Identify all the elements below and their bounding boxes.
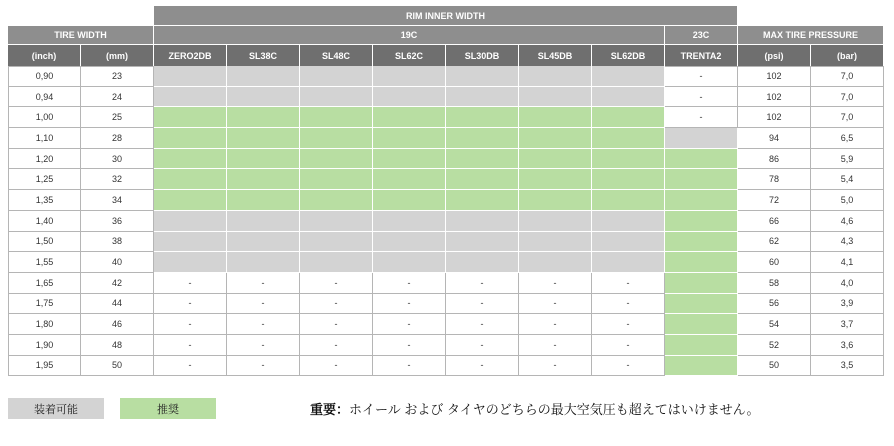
not-compatible-cell: - bbox=[665, 87, 738, 108]
compatible-cell bbox=[373, 211, 446, 232]
max-pressure-psi-cell: 78 bbox=[738, 169, 811, 190]
compatible-cell bbox=[519, 66, 592, 87]
table-row bbox=[8, 128, 884, 149]
header-blank-left bbox=[8, 6, 154, 25]
column-subheader-row bbox=[8, 44, 884, 66]
compatible-cell bbox=[227, 87, 300, 108]
max-pressure-bar-cell: 3,7 bbox=[811, 314, 884, 335]
tire-width-inch-cell: 1,35 bbox=[8, 190, 81, 211]
recommended-cell bbox=[300, 128, 373, 149]
max-pressure-psi-cell: 66 bbox=[738, 211, 811, 232]
recommended-cell bbox=[373, 107, 446, 128]
tire-width-inch-cell: 1,55 bbox=[8, 252, 81, 273]
tire-width-mm-cell: 30 bbox=[81, 149, 154, 170]
compatible-cell bbox=[446, 87, 519, 108]
recommended-cell bbox=[519, 190, 592, 211]
recommended-cell bbox=[665, 252, 738, 273]
recommended-cell bbox=[154, 107, 227, 128]
compatible-cell bbox=[154, 66, 227, 87]
not-compatible-cell: - bbox=[446, 335, 519, 356]
max-pressure-psi-cell: 54 bbox=[738, 314, 811, 335]
tire-width-mm-cell: 48 bbox=[81, 335, 154, 356]
important-note bbox=[310, 398, 760, 419]
rim-header-sl62c: SL62C bbox=[373, 44, 446, 66]
max-pressure-bar-cell: 4,0 bbox=[811, 273, 884, 294]
unit-psi-header: (psi) bbox=[738, 44, 811, 66]
not-compatible-cell: - bbox=[592, 273, 665, 294]
not-compatible-cell: - bbox=[519, 335, 592, 356]
max-pressure-bar-cell: 4,6 bbox=[811, 211, 884, 232]
not-compatible-cell: - bbox=[519, 314, 592, 335]
tire-width-mm-cell: 32 bbox=[81, 169, 154, 190]
recommended-cell bbox=[446, 149, 519, 170]
not-compatible-cell: - bbox=[519, 273, 592, 294]
max-pressure-psi-cell: 56 bbox=[738, 294, 811, 315]
recommended-cell bbox=[665, 169, 738, 190]
compatible-cell bbox=[592, 211, 665, 232]
tire-width-inch-cell: 1,40 bbox=[8, 211, 81, 232]
recommended-cell bbox=[592, 149, 665, 170]
not-compatible-cell: - bbox=[446, 314, 519, 335]
rim-header-sl62db: SL62DB bbox=[592, 44, 665, 66]
compatible-cell bbox=[300, 211, 373, 232]
compatible-cell bbox=[519, 232, 592, 253]
group-19c-header: 19C bbox=[154, 25, 665, 44]
max-pressure-bar-cell: 4,1 bbox=[811, 252, 884, 273]
compatible-cell bbox=[300, 87, 373, 108]
compatible-cell bbox=[227, 66, 300, 87]
rim-header-sl48c: SL48C bbox=[300, 44, 373, 66]
max-pressure-psi-cell: 102 bbox=[738, 107, 811, 128]
rim-header-zero2db: ZERO2DB bbox=[154, 44, 227, 66]
important-note-label: 重要： bbox=[310, 402, 350, 417]
table-row bbox=[8, 273, 884, 294]
compatible-cell bbox=[227, 252, 300, 273]
max-pressure-bar-cell: 7,0 bbox=[811, 66, 884, 87]
compatible-cell bbox=[373, 232, 446, 253]
tire-width-mm-cell: 40 bbox=[81, 252, 154, 273]
rim-header-sl30db: SL30DB bbox=[446, 44, 519, 66]
table-row bbox=[8, 356, 884, 377]
max-pressure-bar-cell: 3,6 bbox=[811, 335, 884, 356]
max-pressure-psi-cell: 52 bbox=[738, 335, 811, 356]
tire-width-inch-cell: 1,50 bbox=[8, 232, 81, 253]
recommended-cell bbox=[592, 190, 665, 211]
compatible-cell bbox=[227, 211, 300, 232]
compatible-cell bbox=[665, 128, 738, 149]
not-compatible-cell: - bbox=[519, 356, 592, 377]
recommended-cell bbox=[665, 190, 738, 211]
tire-width-mm-cell: 25 bbox=[81, 107, 154, 128]
unit-mm-header: (mm) bbox=[81, 44, 154, 66]
table-row bbox=[8, 211, 884, 232]
not-compatible-cell: - bbox=[519, 294, 592, 315]
tire-width-inch-cell: 1,65 bbox=[8, 273, 81, 294]
tire-width-header: TIRE WIDTH bbox=[8, 25, 154, 44]
tire-width-inch-cell: 1,75 bbox=[8, 294, 81, 315]
recommended-cell bbox=[519, 169, 592, 190]
not-compatible-cell: - bbox=[592, 356, 665, 377]
not-compatible-cell: - bbox=[227, 356, 300, 377]
recommended-cell bbox=[665, 149, 738, 170]
compatible-cell bbox=[300, 66, 373, 87]
tire-width-inch-cell: 0,94 bbox=[8, 87, 81, 108]
max-pressure-psi-cell: 94 bbox=[738, 128, 811, 149]
unit-inch-header: (inch) bbox=[8, 44, 81, 66]
max-pressure-bar-cell: 5,9 bbox=[811, 149, 884, 170]
recommended-cell bbox=[300, 169, 373, 190]
not-compatible-cell: - bbox=[154, 273, 227, 294]
recommended-cell bbox=[592, 107, 665, 128]
max-pressure-bar-cell: 3,9 bbox=[811, 294, 884, 315]
rim-inner-width-header: RIM INNER WIDTH bbox=[154, 6, 738, 25]
max-pressure-psi-cell: 62 bbox=[738, 232, 811, 253]
tire-width-mm-cell: 24 bbox=[81, 87, 154, 108]
tire-width-inch-cell: 1,10 bbox=[8, 128, 81, 149]
recommended-cell bbox=[446, 128, 519, 149]
not-compatible-cell: - bbox=[373, 273, 446, 294]
recommended-cell bbox=[227, 169, 300, 190]
max-pressure-psi-cell: 60 bbox=[738, 252, 811, 273]
not-compatible-cell: - bbox=[373, 314, 446, 335]
not-compatible-cell: - bbox=[154, 335, 227, 356]
compatible-cell bbox=[446, 232, 519, 253]
not-compatible-cell: - bbox=[300, 335, 373, 356]
table-row bbox=[8, 335, 884, 356]
max-pressure-bar-cell: 3,5 bbox=[811, 356, 884, 377]
table-row bbox=[8, 107, 884, 128]
compatible-cell bbox=[446, 252, 519, 273]
compatible-cell bbox=[154, 211, 227, 232]
compatible-cell bbox=[154, 87, 227, 108]
max-tire-pressure-header: MAX TIRE PRESSURE bbox=[738, 25, 884, 44]
max-pressure-psi-cell: 50 bbox=[738, 356, 811, 377]
recommended-cell bbox=[154, 190, 227, 211]
recommended-cell bbox=[227, 128, 300, 149]
recommended-cell bbox=[446, 190, 519, 211]
recommended-cell bbox=[665, 356, 738, 377]
not-compatible-cell: - bbox=[300, 273, 373, 294]
max-pressure-psi-cell: 102 bbox=[738, 87, 811, 108]
tire-width-inch-cell: 1,00 bbox=[8, 107, 81, 128]
max-pressure-psi-cell: 102 bbox=[738, 66, 811, 87]
tire-width-inch-cell: 0,90 bbox=[8, 66, 81, 87]
recommended-cell bbox=[519, 128, 592, 149]
tire-width-inch-cell: 1,95 bbox=[8, 356, 81, 377]
recommended-cell bbox=[300, 107, 373, 128]
compatible-cell bbox=[592, 232, 665, 253]
not-compatible-cell: - bbox=[300, 356, 373, 377]
compatible-cell bbox=[227, 232, 300, 253]
not-compatible-cell: - bbox=[227, 294, 300, 315]
recommended-cell bbox=[665, 294, 738, 315]
recommended-cell bbox=[592, 169, 665, 190]
max-pressure-bar-cell: 5,0 bbox=[811, 190, 884, 211]
not-compatible-cell: - bbox=[665, 107, 738, 128]
table-row bbox=[8, 66, 884, 87]
recommended-cell bbox=[665, 211, 738, 232]
not-compatible-cell: - bbox=[300, 314, 373, 335]
not-compatible-cell: - bbox=[227, 314, 300, 335]
recommended-cell bbox=[446, 107, 519, 128]
recommended-cell bbox=[592, 128, 665, 149]
table-row bbox=[8, 169, 884, 190]
compatible-cell bbox=[154, 252, 227, 273]
rim-header-trenta2: TRENTA2 bbox=[665, 44, 738, 66]
not-compatible-cell: - bbox=[227, 335, 300, 356]
compatible-cell bbox=[154, 232, 227, 253]
recommended-cell bbox=[665, 273, 738, 294]
max-pressure-bar-cell: 6,5 bbox=[811, 128, 884, 149]
recommended-cell bbox=[665, 314, 738, 335]
tire-width-mm-cell: 28 bbox=[81, 128, 154, 149]
legend-compatible-label: 装着可能 bbox=[34, 403, 78, 416]
not-compatible-cell: - bbox=[446, 273, 519, 294]
compatible-cell bbox=[592, 87, 665, 108]
table-body bbox=[8, 66, 884, 376]
compatible-cell bbox=[446, 211, 519, 232]
recommended-cell bbox=[519, 149, 592, 170]
not-compatible-cell: - bbox=[154, 356, 227, 377]
table-row bbox=[8, 149, 884, 170]
table-row bbox=[8, 87, 884, 108]
max-pressure-psi-cell: 58 bbox=[738, 273, 811, 294]
recommended-cell bbox=[373, 169, 446, 190]
not-compatible-cell: - bbox=[154, 314, 227, 335]
header-blank-right bbox=[738, 6, 884, 25]
recommended-cell bbox=[519, 107, 592, 128]
not-compatible-cell: - bbox=[300, 294, 373, 315]
tire-width-mm-cell: 36 bbox=[81, 211, 154, 232]
max-pressure-psi-cell: 86 bbox=[738, 149, 811, 170]
recommended-cell bbox=[154, 149, 227, 170]
not-compatible-cell: - bbox=[373, 356, 446, 377]
not-compatible-cell: - bbox=[592, 294, 665, 315]
recommended-cell bbox=[665, 335, 738, 356]
recommended-cell bbox=[373, 190, 446, 211]
tire-width-mm-cell: 34 bbox=[81, 190, 154, 211]
compatible-cell bbox=[519, 87, 592, 108]
compatible-cell bbox=[373, 66, 446, 87]
group-23c-header: 23C bbox=[665, 25, 738, 44]
unit-bar-header: (bar) bbox=[811, 44, 884, 66]
recommended-cell bbox=[154, 128, 227, 149]
recommended-cell bbox=[227, 190, 300, 211]
tire-width-mm-cell: 46 bbox=[81, 314, 154, 335]
tire-compatibility-table bbox=[8, 6, 884, 376]
legend-recommended-label: 推奨 bbox=[157, 403, 179, 416]
not-compatible-cell: - bbox=[227, 273, 300, 294]
not-compatible-cell: - bbox=[154, 294, 227, 315]
tire-width-inch-cell: 1,25 bbox=[8, 169, 81, 190]
recommended-cell bbox=[300, 190, 373, 211]
max-pressure-bar-cell: 7,0 bbox=[811, 107, 884, 128]
max-pressure-bar-cell: 4,3 bbox=[811, 232, 884, 253]
not-compatible-cell: - bbox=[446, 294, 519, 315]
tire-width-mm-cell: 42 bbox=[81, 273, 154, 294]
compatible-cell bbox=[300, 252, 373, 273]
tire-width-mm-cell: 38 bbox=[81, 232, 154, 253]
max-pressure-bar-cell: 7,0 bbox=[811, 87, 884, 108]
compatible-cell bbox=[592, 252, 665, 273]
compatible-cell bbox=[519, 211, 592, 232]
important-note-text: ホイール および タイヤのどちらの最大空気圧も超えてはいけません。 bbox=[349, 402, 760, 417]
not-compatible-cell: - bbox=[592, 314, 665, 335]
recommended-cell bbox=[373, 149, 446, 170]
legend-compatible bbox=[8, 398, 104, 419]
compatible-cell bbox=[446, 66, 519, 87]
not-compatible-cell: - bbox=[373, 335, 446, 356]
max-pressure-bar-cell: 5,4 bbox=[811, 169, 884, 190]
tire-width-mm-cell: 44 bbox=[81, 294, 154, 315]
recommended-cell bbox=[154, 169, 227, 190]
recommended-cell bbox=[300, 149, 373, 170]
tire-width-mm-cell: 50 bbox=[81, 356, 154, 377]
recommended-cell bbox=[665, 232, 738, 253]
recommended-cell bbox=[446, 169, 519, 190]
tire-width-inch-cell: 1,20 bbox=[8, 149, 81, 170]
recommended-cell bbox=[227, 149, 300, 170]
rim-header-sl38c: SL38C bbox=[227, 44, 300, 66]
rim-header-sl45db: SL45DB bbox=[519, 44, 592, 66]
table-row bbox=[8, 232, 884, 253]
tire-width-inch-cell: 1,90 bbox=[8, 335, 81, 356]
compatible-cell bbox=[519, 252, 592, 273]
table-row bbox=[8, 314, 884, 335]
tire-width-mm-cell: 23 bbox=[81, 66, 154, 87]
not-compatible-cell: - bbox=[592, 335, 665, 356]
recommended-cell bbox=[373, 128, 446, 149]
table-row bbox=[8, 252, 884, 273]
not-compatible-cell: - bbox=[665, 66, 738, 87]
table-row bbox=[8, 294, 884, 315]
compatible-cell bbox=[373, 252, 446, 273]
compatible-cell bbox=[373, 87, 446, 108]
table-row bbox=[8, 190, 884, 211]
not-compatible-cell: - bbox=[446, 356, 519, 377]
max-pressure-psi-cell: 72 bbox=[738, 190, 811, 211]
recommended-cell bbox=[227, 107, 300, 128]
compatible-cell bbox=[592, 66, 665, 87]
not-compatible-cell: - bbox=[373, 294, 446, 315]
compatible-cell bbox=[300, 232, 373, 253]
tire-width-inch-cell: 1,80 bbox=[8, 314, 81, 335]
legend-recommended bbox=[120, 398, 216, 419]
